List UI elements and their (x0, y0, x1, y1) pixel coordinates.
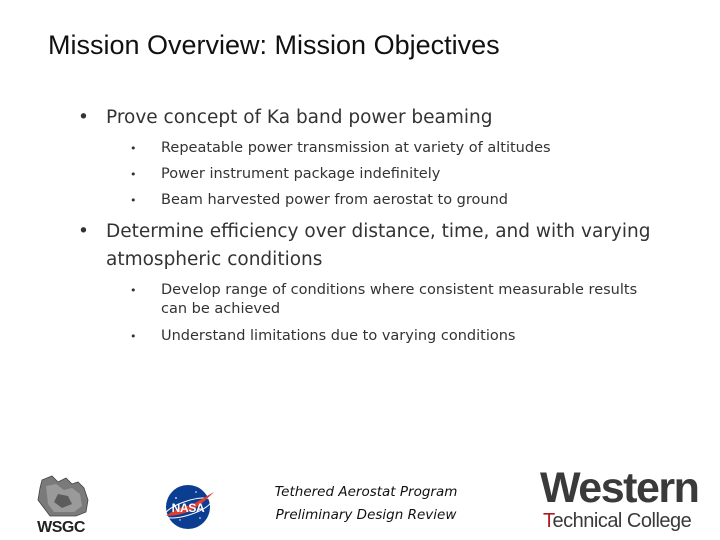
sub-bullet-text: Understand limitations due to varying conditions (161, 328, 516, 344)
bullet-glyph: • (78, 221, 89, 242)
bullet-glyph: • (78, 107, 89, 128)
sub-bullet-glyph: • (130, 330, 137, 343)
nasa-logo-text: NASA (171, 501, 205, 515)
nasa-meatball-icon (160, 482, 216, 532)
slide-title: Mission Overview: Mission Objectives (48, 30, 500, 60)
bullet-text: Prove concept of Ka band power beaming (106, 107, 493, 128)
sub-bullet-text: Develop range of conditions where consistent measurable results can be achieved (161, 282, 638, 317)
sub-bullet-glyph: • (130, 194, 137, 207)
sub-bullet-text: Repeatable power transmission at variety of altitudes (161, 140, 551, 156)
footer (250, 481, 482, 527)
sub-bullet-text: Beam harvested power from aerostat to ground (161, 192, 508, 208)
sub-bullet-text: Power instrument package indefinitely (161, 166, 441, 182)
sub-bullet-glyph: • (130, 168, 137, 181)
western-logo-subtitle (543, 510, 691, 533)
western-logo-wordmark: Western (540, 464, 699, 512)
western-logo-t: T (543, 510, 553, 532)
footer-review: Preliminary Design Review (275, 507, 457, 523)
nasa-logo (160, 482, 216, 532)
wsgc-logo (28, 474, 96, 536)
wsgc-emblem (28, 474, 96, 536)
bullet-text: Determine efficiency over distance, time, and with varying atmospheric conditions (106, 221, 651, 270)
sub-bullet-glyph: • (130, 142, 137, 155)
sub-bullet-glyph: • (130, 284, 137, 297)
footer-program: Tethered Aerostat Program (274, 484, 458, 500)
western-logo-subtitle-rest: echnical College (552, 510, 692, 532)
western-technical-college-logo (540, 464, 699, 536)
wsgc-logo-text: WSGC (37, 519, 85, 536)
